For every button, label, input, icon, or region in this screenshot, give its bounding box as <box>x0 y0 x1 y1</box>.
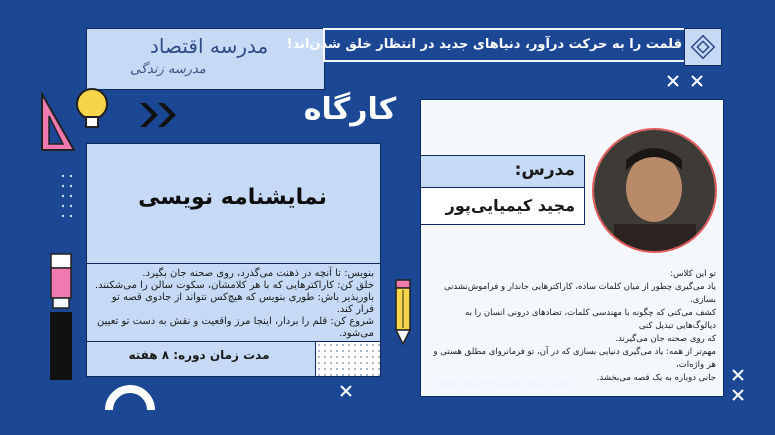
divider <box>431 392 577 393</box>
description-text <box>92 268 374 340</box>
description-line: خلق کن: کاراکترهایی که با هر کلامشان، سکوت سالن را می‌شکنند. <box>94 280 374 291</box>
description-line: بنویس: تا آنچه در ذهنت می‌گذرد، روی صحنه جان بگیرد. <box>142 268 374 279</box>
class-text-line: یاد می‌گیری چطور از میان کلمات ساده، کاراکترهایی جاندار و فراموش‌نشدنی بسازی. <box>443 282 716 305</box>
light-bulb-icon <box>72 86 112 140</box>
dots-grid-icon <box>315 341 381 377</box>
cross-icon <box>731 368 761 408</box>
brand-title: مدرسه اقتصاد <box>150 34 269 58</box>
triangle-ruler-icon <box>38 92 78 158</box>
class-text-line: کشف می‌کنی که چگونه با مهندسی کلمات، تضادهای درونی انسان را به دیالوگ‌هایی تبدیل کنی <box>465 308 716 331</box>
class-text-line: مهم‌تر از همه: یاد می‌گیری دنیایی بسازی که در آن، تو فرمانروای مطلق هستی و هر واژه‌ات، <box>433 347 716 370</box>
cross-icon <box>666 74 716 94</box>
class-text-line: تو این کلاس: <box>670 269 716 279</box>
dots-grid-icon <box>60 172 76 226</box>
divider <box>431 376 577 377</box>
cross-icon <box>339 383 353 402</box>
duration-text: مدت زمان دوره: ۸ هفته <box>128 348 270 362</box>
teacher-name: مجید کیمیایی‌پور <box>445 196 575 215</box>
brand-subtitle: مدرسه زندگی <box>130 62 206 77</box>
website-link[interactable]: WWW.EGHTESADSCHOOL.COM <box>436 380 572 389</box>
double-chevron-icon <box>140 103 180 131</box>
class-description <box>428 268 716 385</box>
half-circle-shape <box>105 382 155 416</box>
highlighter-icon <box>48 252 74 386</box>
teacher-photo <box>592 128 717 253</box>
workshop-label: کارگاه <box>303 92 397 127</box>
class-text-line: جانی دوباره به یک قصه می‌بخشد. <box>596 373 716 383</box>
class-text-line: که روی صحنه جان می‌گیرند. <box>615 334 716 344</box>
description-line: شروع کن: قلم را بردار، اینجا مرز واقعیت و نقش به دست تو تعیین می‌شود. <box>97 316 374 339</box>
teacher-label: مدرس: <box>514 160 575 180</box>
course-title: نمایشنامه نویسی <box>138 185 327 210</box>
slogan-text: قلمت را به حرکت درآور، دنیاهای جدید در انتظار خلق شدن‌اند! <box>286 37 682 52</box>
description-line: باورپذیر باش: طوری بنویس که هیچ‌کس نتواند از جادوی قصه تو فرار کند. <box>111 292 374 315</box>
diamond-logo-icon <box>684 28 722 66</box>
pencil-icon <box>392 278 414 350</box>
